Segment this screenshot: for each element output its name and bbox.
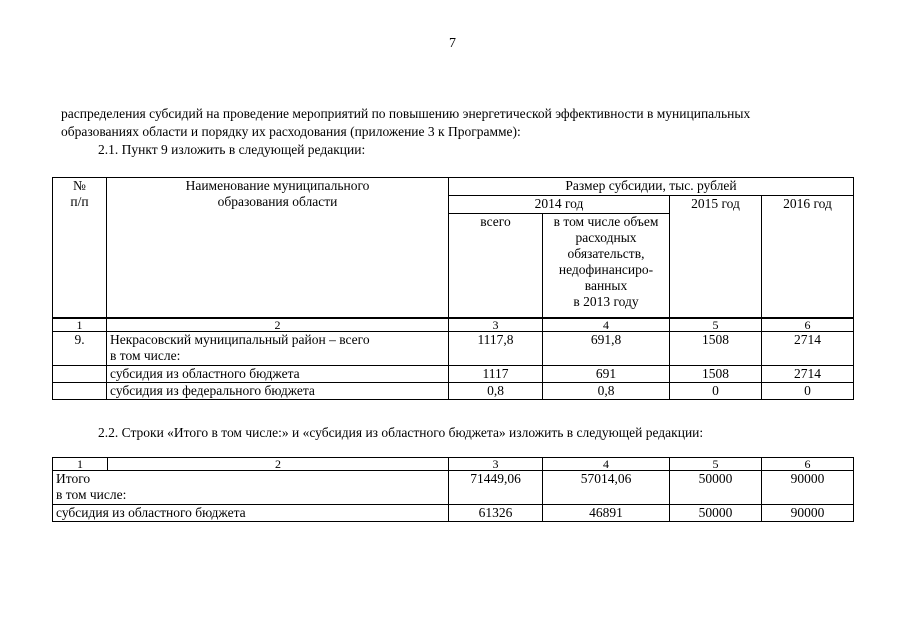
row-value: 1117,8 <box>449 331 543 365</box>
row-value: 0 <box>670 382 762 399</box>
col-number: 5 <box>670 458 762 471</box>
row-value: 0 <box>762 382 854 399</box>
header-row <box>53 178 854 196</box>
row-name: субсидия из областного бюджета <box>53 505 449 522</box>
row-name: субсидия из федерального бюджета <box>107 382 449 399</box>
row-value: 57014,06 <box>543 471 670 505</box>
col-number: 3 <box>449 458 543 471</box>
row-num <box>53 382 107 399</box>
col-number: 4 <box>543 318 670 332</box>
row-value: 61326 <box>449 505 543 522</box>
header-2014: 2014 год <box>449 196 670 214</box>
row-value: 1508 <box>670 365 762 382</box>
row-value: 90000 <box>762 505 854 522</box>
col-number: 4 <box>543 458 670 471</box>
col-number: 5 <box>670 318 762 332</box>
point-2-2: 2.2. Строки «Итого в том числе:» и «субсидия из областного бюджета» изложить в следующей редакции: <box>98 425 704 440</box>
row-value: 50000 <box>670 471 762 505</box>
column-numbers-row <box>53 458 854 471</box>
col-number: 1 <box>53 458 108 470</box>
subsidy-table-item-9 <box>52 177 854 400</box>
row-name: субсидия из областного бюджета <box>107 365 449 382</box>
col-number: 1 <box>53 318 107 332</box>
table-row <box>53 331 854 365</box>
header-2016: 2016 год <box>762 196 854 318</box>
page-number: 7 <box>449 36 456 51</box>
totals-table <box>52 457 854 522</box>
row-value: 1117 <box>449 365 543 382</box>
col-number: 6 <box>762 458 854 471</box>
col-number: 6 <box>762 318 854 332</box>
col-number: 2 <box>107 318 449 332</box>
col-number: 2 <box>275 457 281 471</box>
point-2-1: 2.1. Пункт 9 изложить в следующей редакции: <box>98 142 366 157</box>
column-numbers-row <box>53 318 854 332</box>
header-total: всего <box>449 214 543 318</box>
header-2015: 2015 год <box>670 196 762 318</box>
table-row <box>53 471 854 505</box>
row-value: 50000 <box>670 505 762 522</box>
header-name: Наименование муниципального образования области <box>107 178 449 318</box>
row-value: 71449,06 <box>449 471 543 505</box>
row-value: 1508 <box>670 331 762 365</box>
table-row <box>53 505 854 522</box>
row-name: Некрасовский муниципальный район – всего в том числе: <box>107 331 449 365</box>
row-value: 691,8 <box>543 331 670 365</box>
row-value: 90000 <box>762 471 854 505</box>
intro-line-2: образованиях области и порядку их расходования (приложение 3 к Программе): <box>61 124 521 139</box>
table-row <box>53 365 854 382</box>
row-name: Итого в том числе: <box>53 471 449 505</box>
intro-paragraph <box>61 105 844 159</box>
row-value: 0,8 <box>449 382 543 399</box>
header-subsidy: Размер субсидии, тыс. рублей <box>449 178 854 196</box>
row-value: 2714 <box>762 331 854 365</box>
header-incl: в том числе объем расходных обязательств, недофинансиро- ванных в 2013 году <box>543 214 670 318</box>
row-value: 46891 <box>543 505 670 522</box>
table-row <box>53 382 854 399</box>
intro-line-1: распределения субсидий на проведение мероприятий по повышению энергетической эффективности в муниципальных <box>61 106 751 121</box>
col-number-pair <box>53 458 449 471</box>
header-num: № п/п <box>53 178 107 318</box>
row-num <box>53 365 107 382</box>
row-value: 691 <box>543 365 670 382</box>
row-value: 0,8 <box>543 382 670 399</box>
row-num: 9. <box>53 331 107 365</box>
row-value: 2714 <box>762 365 854 382</box>
col-number: 3 <box>449 318 543 332</box>
